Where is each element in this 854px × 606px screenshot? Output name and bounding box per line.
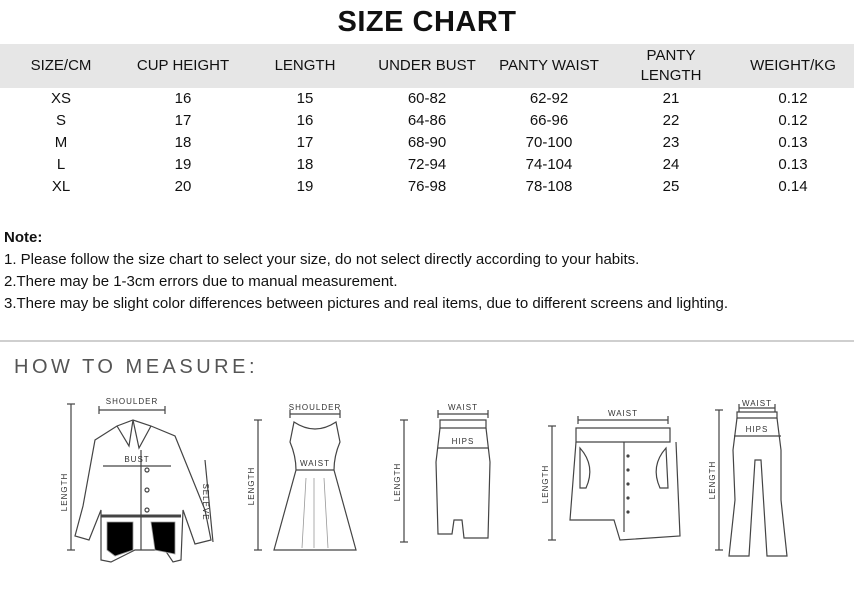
table-cell: 19 <box>296 178 314 195</box>
waist-label: WAIST <box>607 409 639 418</box>
note-line: 1. Please follow the size chart to select your size, do not select directly according to your habits. <box>4 251 640 268</box>
table-cell: 74-104 <box>525 156 573 173</box>
panty-length-line1: PANTY <box>646 47 696 64</box>
table-cell: 66-96 <box>529 112 569 129</box>
table-cell: 60-82 <box>407 90 447 107</box>
waist-label: WAIST <box>447 403 479 412</box>
jacket-diagram <box>55 390 225 602</box>
waist-label: WAIST <box>299 459 331 468</box>
table-cell: 0.13 <box>778 156 808 173</box>
table-cell: 18 <box>296 156 314 173</box>
table-cell: 24 <box>662 156 680 173</box>
hips-label: HIPS <box>745 425 769 434</box>
table-cell: 0.13 <box>778 134 808 151</box>
table-cell: 23 <box>662 134 680 151</box>
length-label: LENGTH <box>60 472 69 512</box>
panty-length-line2: LENGTH <box>640 67 702 84</box>
table-row <box>0 176 854 198</box>
shoulder-label: SHOULDER <box>288 403 342 412</box>
table-cell: 72-94 <box>407 156 447 173</box>
table-row <box>0 110 854 132</box>
skirt-diagram <box>392 402 518 592</box>
table-cell: S <box>55 112 66 129</box>
table-cell: 16 <box>296 112 314 129</box>
col-panty-length <box>610 44 732 88</box>
table-cell: 76-98 <box>407 178 447 195</box>
table-row <box>0 88 854 110</box>
col-size: SIZE/CM <box>0 44 122 88</box>
table-cell: M <box>54 134 68 151</box>
bust-label: BUST <box>124 455 150 464</box>
table-cell: 17 <box>174 112 192 129</box>
note-line: 2.There may be 1-3cm errors due to manual measurement. <box>4 273 398 290</box>
notes-section <box>4 227 850 315</box>
col-under-bust: UNDER BUST <box>366 44 488 88</box>
length-label: LENGTH <box>541 464 550 504</box>
table-cell: XL <box>51 178 71 195</box>
note-line: 3.There may be slight color differences between pictures and real items, due to different screens and lighting. <box>4 295 729 312</box>
length-label: LENGTH <box>393 462 402 502</box>
length-label: LENGTH <box>247 466 256 506</box>
pants-diagram <box>705 400 815 600</box>
table-cell: 21 <box>662 90 680 107</box>
table-cell: 22 <box>662 112 680 129</box>
waist-label: WAIST <box>741 400 773 408</box>
table-row <box>0 132 854 154</box>
table-cell: 62-92 <box>529 90 569 107</box>
table-row <box>0 154 854 176</box>
length-label: LENGTH <box>708 460 717 500</box>
table-cell: 68-90 <box>407 134 447 151</box>
table-cell: L <box>56 156 66 173</box>
table-cell: 18 <box>174 134 192 151</box>
how-to-measure-title: HOW TO MEASURE: <box>14 356 259 378</box>
sleeve-label: SELEVE <box>201 483 210 521</box>
table-cell: 16 <box>174 90 192 107</box>
table-cell: 15 <box>296 90 314 107</box>
col-cup-height: CUP HEIGHT <box>122 44 244 88</box>
table-cell: 19 <box>174 156 192 173</box>
shorts-diagram <box>540 408 700 558</box>
table-cell: 17 <box>296 134 314 151</box>
table-header-row <box>0 44 854 88</box>
col-panty-waist: PANTY WAIST <box>488 44 610 88</box>
col-weight: WEIGHT/KG <box>732 44 854 88</box>
size-chart-table <box>0 44 854 198</box>
notes-label: Note: <box>4 229 43 246</box>
table-cell: 25 <box>662 178 680 195</box>
dress-diagram <box>244 400 374 590</box>
how-to-measure-section <box>0 340 854 606</box>
table-cell: 0.12 <box>778 112 808 129</box>
table-cell: 78-108 <box>525 178 573 195</box>
table-cell: 64-86 <box>407 112 447 129</box>
table-cell: 70-100 <box>525 134 573 151</box>
page-title: SIZE CHART <box>337 6 517 38</box>
table-cell: 0.12 <box>778 90 808 107</box>
table-cell: 0.14 <box>778 178 808 195</box>
hips-label: HIPS <box>451 437 475 446</box>
table-cell: XS <box>50 90 71 107</box>
shoulder-label: SHOULDER <box>105 397 159 406</box>
col-length: LENGTH <box>244 44 366 88</box>
table-cell: 20 <box>174 178 192 195</box>
